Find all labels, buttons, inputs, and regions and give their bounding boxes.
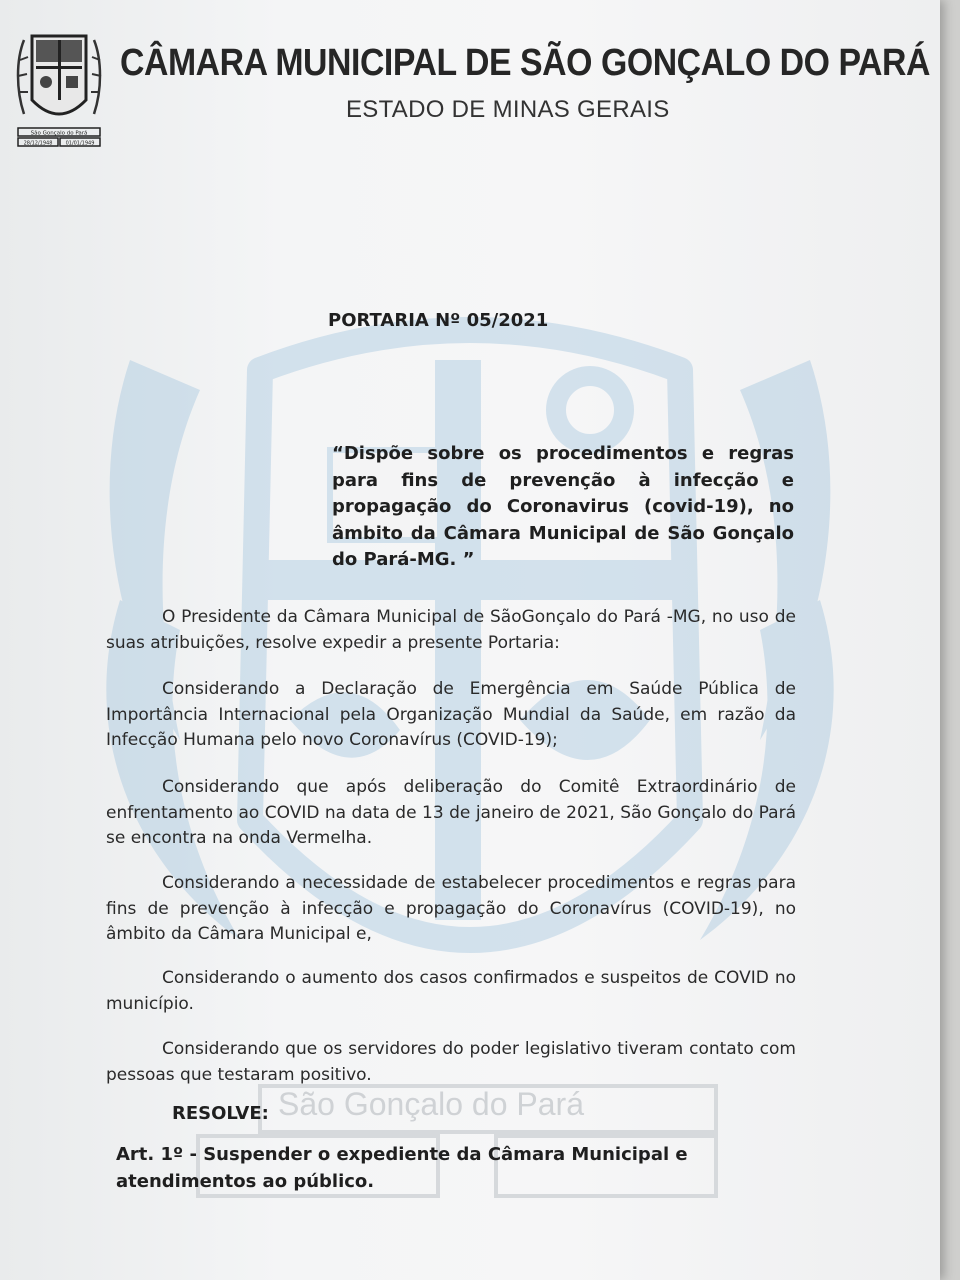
paragraph-considerando-4: Considerando o aumento dos casos confirmados e suspeitos de COVID no município. <box>106 968 796 1014</box>
municipal-crest-icon <box>14 30 104 152</box>
document-ementa: “Dispõe sobre os procedimentos e regras para fins de prevenção à infecção e propagação do Coronavirus (covid-19), no âmbito da Câmara Municipal de São Gonçalo do Pará-MG. ” <box>332 443 794 570</box>
paragraph-considerando-5: Considerando que os servidores do poder legislativo tiveram contato com pessoas que testaram positivo. <box>106 1039 796 1085</box>
bleed-through-text <box>200 262 205 282</box>
letterhead-title: CÂMARA MUNICIPAL DE SÃO GONÇALO DO PARÁ <box>120 42 930 84</box>
faint-stamp-text: São Gonçalo do Pará <box>278 1086 584 1122</box>
paragraph-preamble: O Presidente da Câmara Municipal de SãoGonçalo do Pará -MG, no uso de suas atribuições, resolve expedir a presente Portaria: <box>106 607 796 653</box>
article-1: Art. 1º - Suspender o expediente da Câmara Municipal e atendimentos ao público. <box>116 1144 688 1192</box>
crest-banner-text: São Gonçalo do Pará <box>30 130 88 137</box>
paragraph-considerando-1: Considerando a Declaração de Emergência em Saúde Pública de Importância Internacional pela Organização Mundial da Saúde, em razão da Infecção Humana pelo novo Coronavírus (COVID-19); <box>106 679 796 750</box>
crest-date-right: 01/01/1949 <box>65 140 95 147</box>
letterhead-subtitle: ESTADO DE MINAS GERAIS <box>346 96 670 123</box>
paragraph-considerando-3: Considerando a necessidade de estabelecer procedimentos e regras para fins de prevenção à infecção e propagação do Coronavírus (COVID-19), no âmbito da Câmara Municipal e, <box>106 873 796 944</box>
crest-date-left: 28/12/1948 <box>23 140 53 147</box>
paragraph-considerando-2: Considerando que após deliberação do Comitê Extraordinário de enfrentamento ao COVID na data de 13 de janeiro de 2021, São Gonçalo do Pará se encontra na onda Vermelha. <box>106 777 796 848</box>
resolve-heading: RESOLVE: <box>172 1103 269 1124</box>
document-number: PORTARIA Nº 05/2021 <box>328 310 549 331</box>
